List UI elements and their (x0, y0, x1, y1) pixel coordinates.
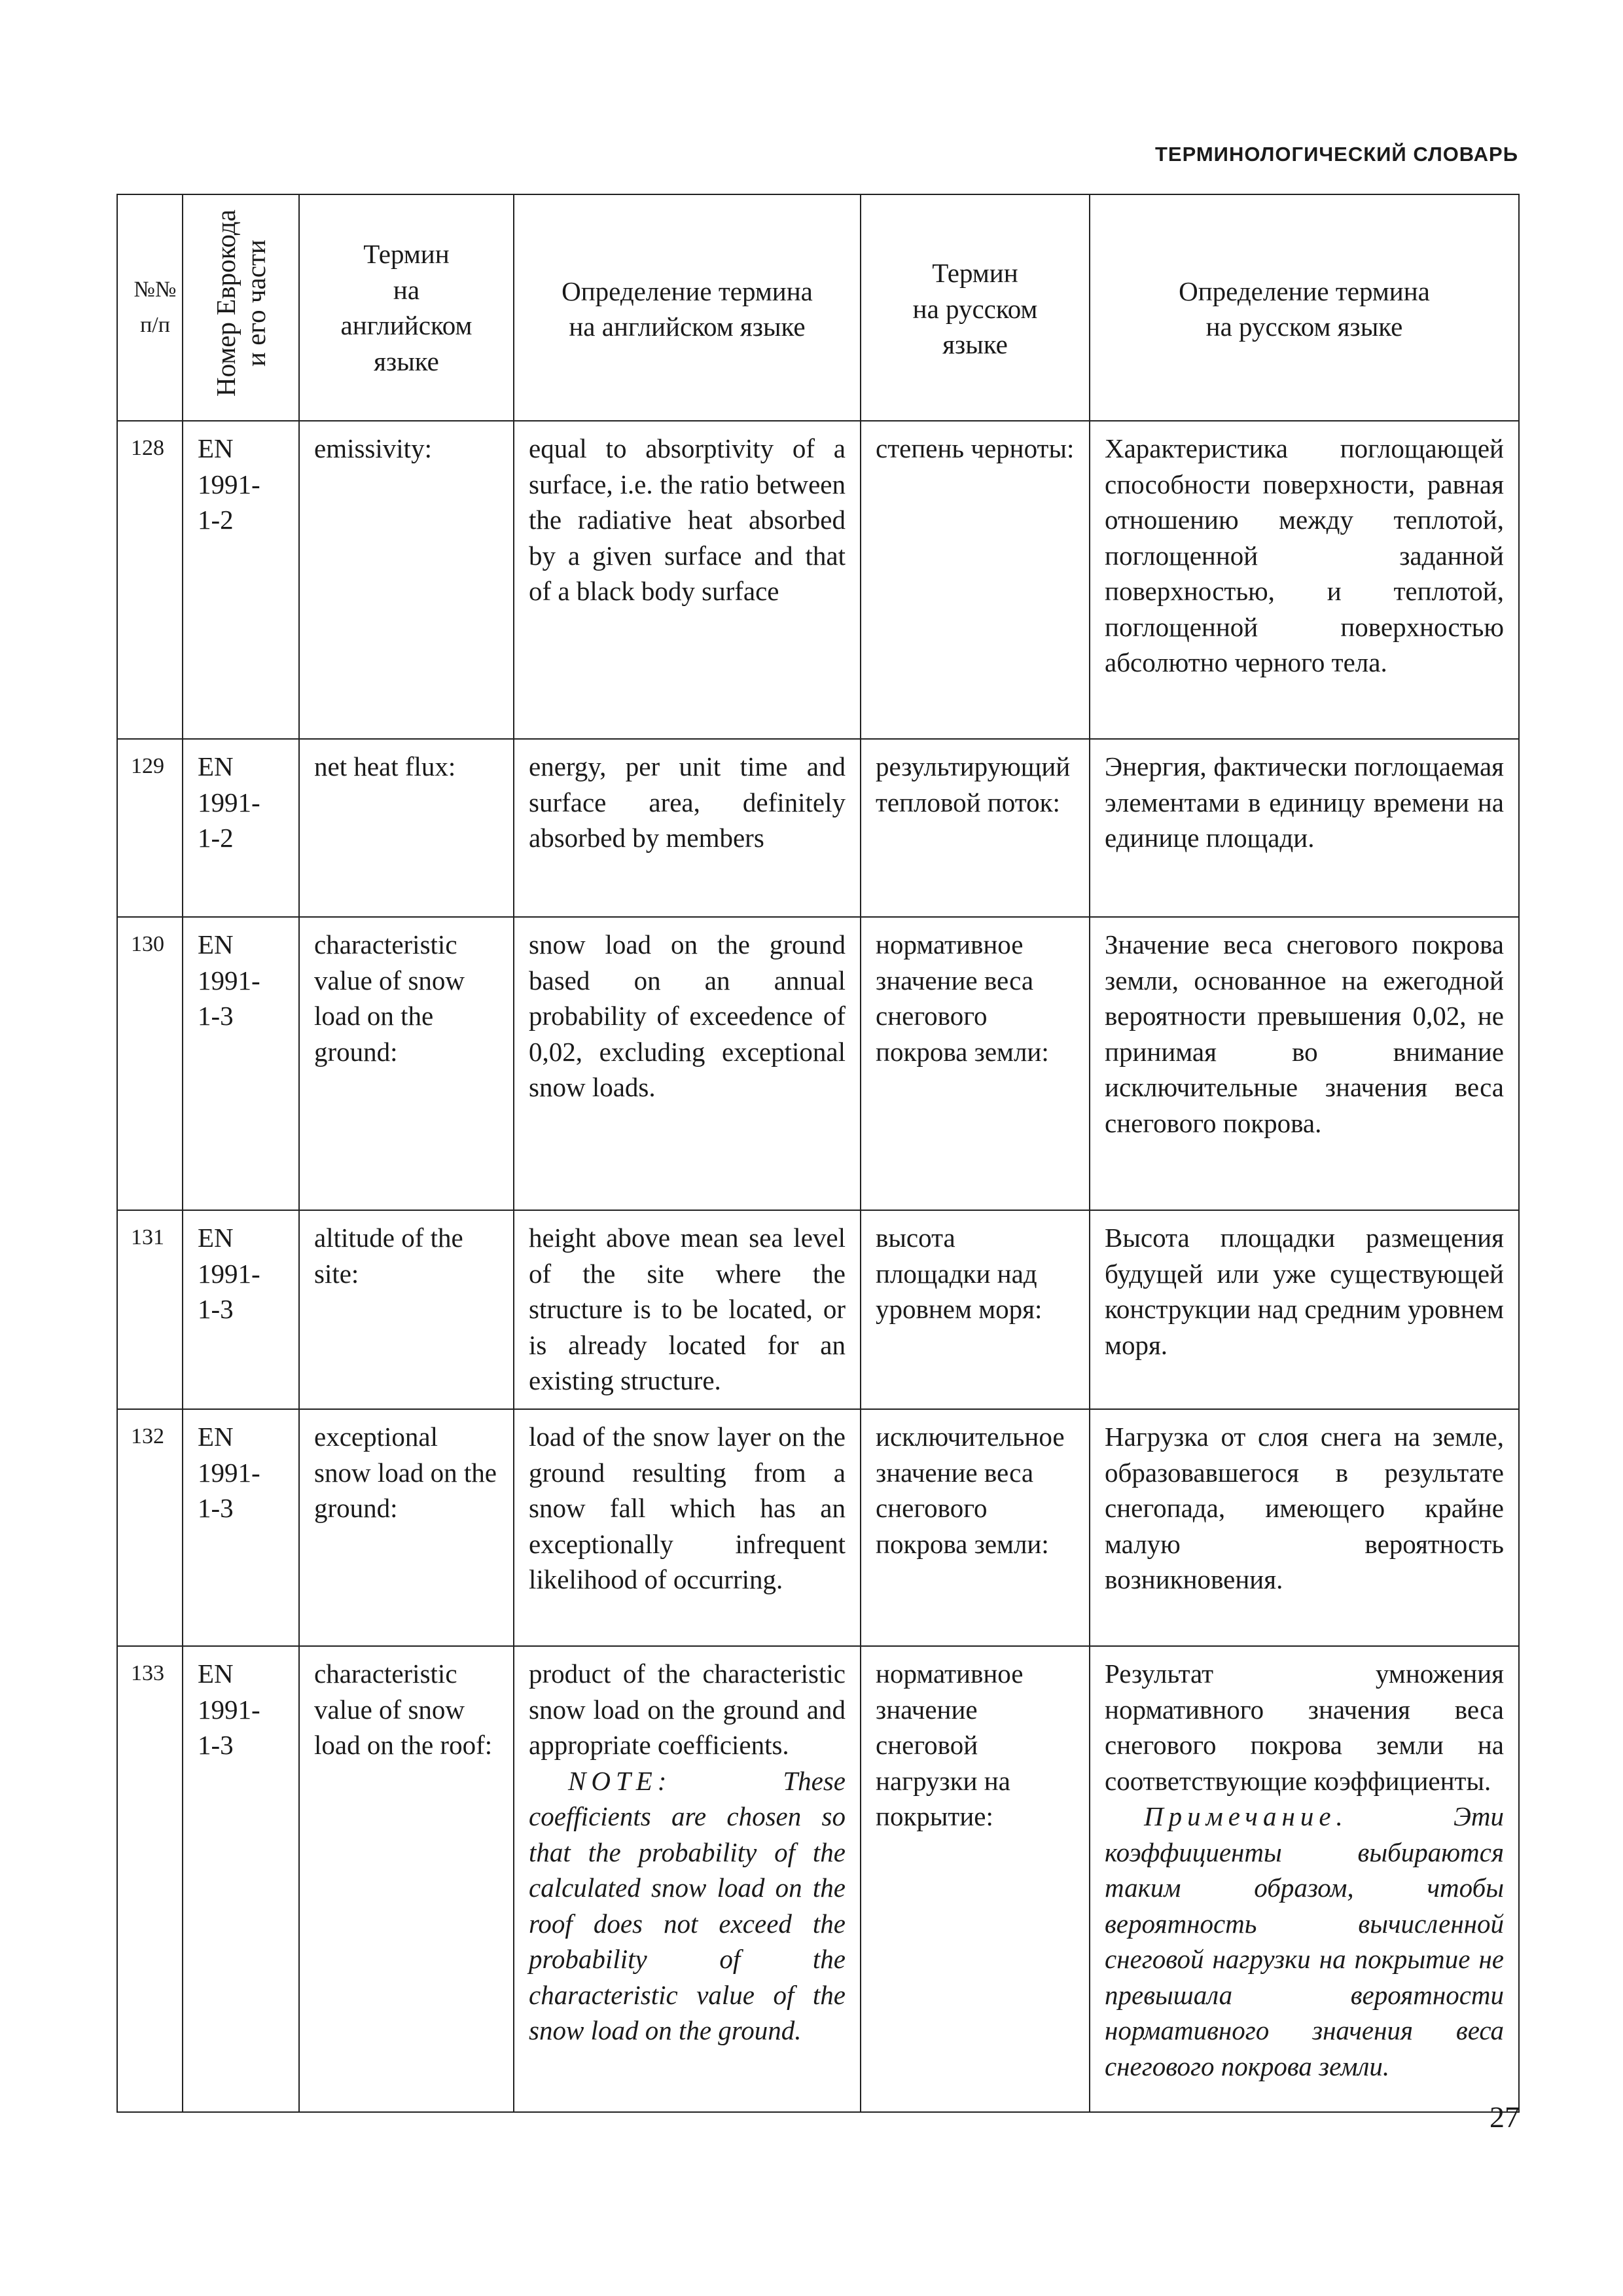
term-ru: высота площадки над уровнем моря: (861, 1210, 1090, 1409)
note-en-label: NOTE: (568, 1765, 672, 1796)
row-number: 128 (117, 421, 183, 739)
term-en: characteristic value of snow load on the roof: (299, 1646, 514, 2112)
definition-ru: Характеристика поглощающей способности поверхности, равная отношению между теплотой, поглощенной заданной поверхностью, и теплотой, поглощенной поверхностью абсолютно черного тела. (1090, 421, 1519, 739)
term-en: altitude of the site: (299, 1210, 514, 1409)
definition-en: height above mean sea level of the site where the structure is to be located, or is already located for an existing structure. (514, 1210, 861, 1409)
table-row (117, 1409, 1519, 1646)
definition-en: snow load on the ground based on an annual probability of exceedence of 0,02, excluding exceptional snow loads. (514, 917, 861, 1210)
term-ru: результирующий тепловой поток: (861, 739, 1090, 917)
running-title: ТЕРМИНОЛОГИЧЕСКИЙ СЛОВАРЬ (1154, 143, 1518, 166)
table-row (117, 739, 1519, 917)
table-row (117, 917, 1519, 1210)
table-row (117, 1646, 1519, 2112)
header-term-ru: Термин на русском языке (861, 194, 1090, 421)
note-en-text: These coefficients are chosen so that the probability of the calculated snow load on the roof does not exceed the probability of the characteristic value of the snow load on the ground. (529, 1765, 846, 2045)
header-num: №№ п/п (117, 194, 183, 421)
note-ru-label: Примечание. (1144, 1801, 1348, 1831)
definition-en: energy, per unit time and surface area, definitely absorbed by members (514, 739, 861, 917)
term-ru: исключительное значение веса снегового покрова земли: (861, 1409, 1090, 1646)
glossary-table (116, 194, 1520, 2113)
eurocode-ref: EN 1991- 1-2 (183, 421, 299, 739)
definition-ru: Значение веса снегового покрова земли, основанное на ежегодной вероятности превышения 0,02, не принимая во внимание исключительные значения веса снегового покрова. (1090, 917, 1519, 1210)
eurocode-ref: EN 1991- 1-3 (183, 1646, 299, 2112)
eurocode-ref: EN 1991- 1-2 (183, 739, 299, 917)
row-number: 132 (117, 1409, 183, 1646)
header-def-en: Определение термина на английском языке (514, 194, 861, 421)
note-en (529, 1763, 846, 2049)
definition-ru: Энергия, фактически поглощаемая элементами в единицу времени на единице площади. (1090, 739, 1519, 917)
header-def-ru: Определение термина на русском языке (1090, 194, 1519, 421)
note-ru-text: Эти коэффициенты выбираются таким образом, чтобы вероятность вычисленной снеговой нагрузки на покрытие не превышала вероятности нормативного значения веса снегового покрова земли. (1105, 1801, 1504, 2081)
definition-en: equal to absorptivity of a surface, i.e. the ratio between the radiative heat absorbed by a given surface and that of a black body surface (514, 421, 861, 739)
table-row (117, 421, 1519, 739)
definition-ru (1090, 1646, 1519, 2112)
row-number: 130 (117, 917, 183, 1210)
definition-ru-text: Результат умножения нормативного значения веса снегового покрова земли на соответствующие коэффициенты. (1105, 1659, 1504, 1796)
page-number: 27 (1489, 2100, 1520, 2134)
definition-en: load of the snow layer on the ground resulting from a snow fall which has an exceptionally infrequent likelihood of occurring. (514, 1409, 861, 1646)
row-number: 133 (117, 1646, 183, 2112)
header-eurocode: Номер Еврокода и его части (183, 194, 299, 421)
eurocode-ref: EN 1991- 1-3 (183, 1409, 299, 1646)
term-ru: нормативное значение веса снегового покрова земли: (861, 917, 1090, 1210)
definition-ru: Нагрузка от слоя снега на земле, образовавшегося в результате снегопада, имеющего крайне малую вероятность возникновения. (1090, 1409, 1519, 1646)
eurocode-ref: EN 1991- 1-3 (183, 917, 299, 1210)
row-number: 129 (117, 739, 183, 917)
term-en: net heat flux: (299, 739, 514, 917)
eurocode-ref: EN 1991- 1-3 (183, 1210, 299, 1409)
definition-en-text: product of the characteristic snow load on the ground and appropriate coefficients. (529, 1659, 846, 1760)
table-row (117, 1210, 1519, 1409)
table-header-row (117, 194, 1519, 421)
definition-ru: Высота площадки размещения будущей или уже существующей конструкции над средним уровнем моря. (1090, 1210, 1519, 1409)
note-ru (1105, 1799, 1504, 2084)
term-en: exceptional snow load on the ground: (299, 1409, 514, 1646)
term-ru: степень черноты: (861, 421, 1090, 739)
term-ru: нормативное значение снеговой нагрузки на покрытие: (861, 1646, 1090, 2112)
definition-en (514, 1646, 861, 2112)
row-number: 131 (117, 1210, 183, 1409)
term-en: emissivity: (299, 421, 514, 739)
header-term-en: Термин на английском языке (299, 194, 514, 421)
term-en: characteristic value of snow load on the ground: (299, 917, 514, 1210)
